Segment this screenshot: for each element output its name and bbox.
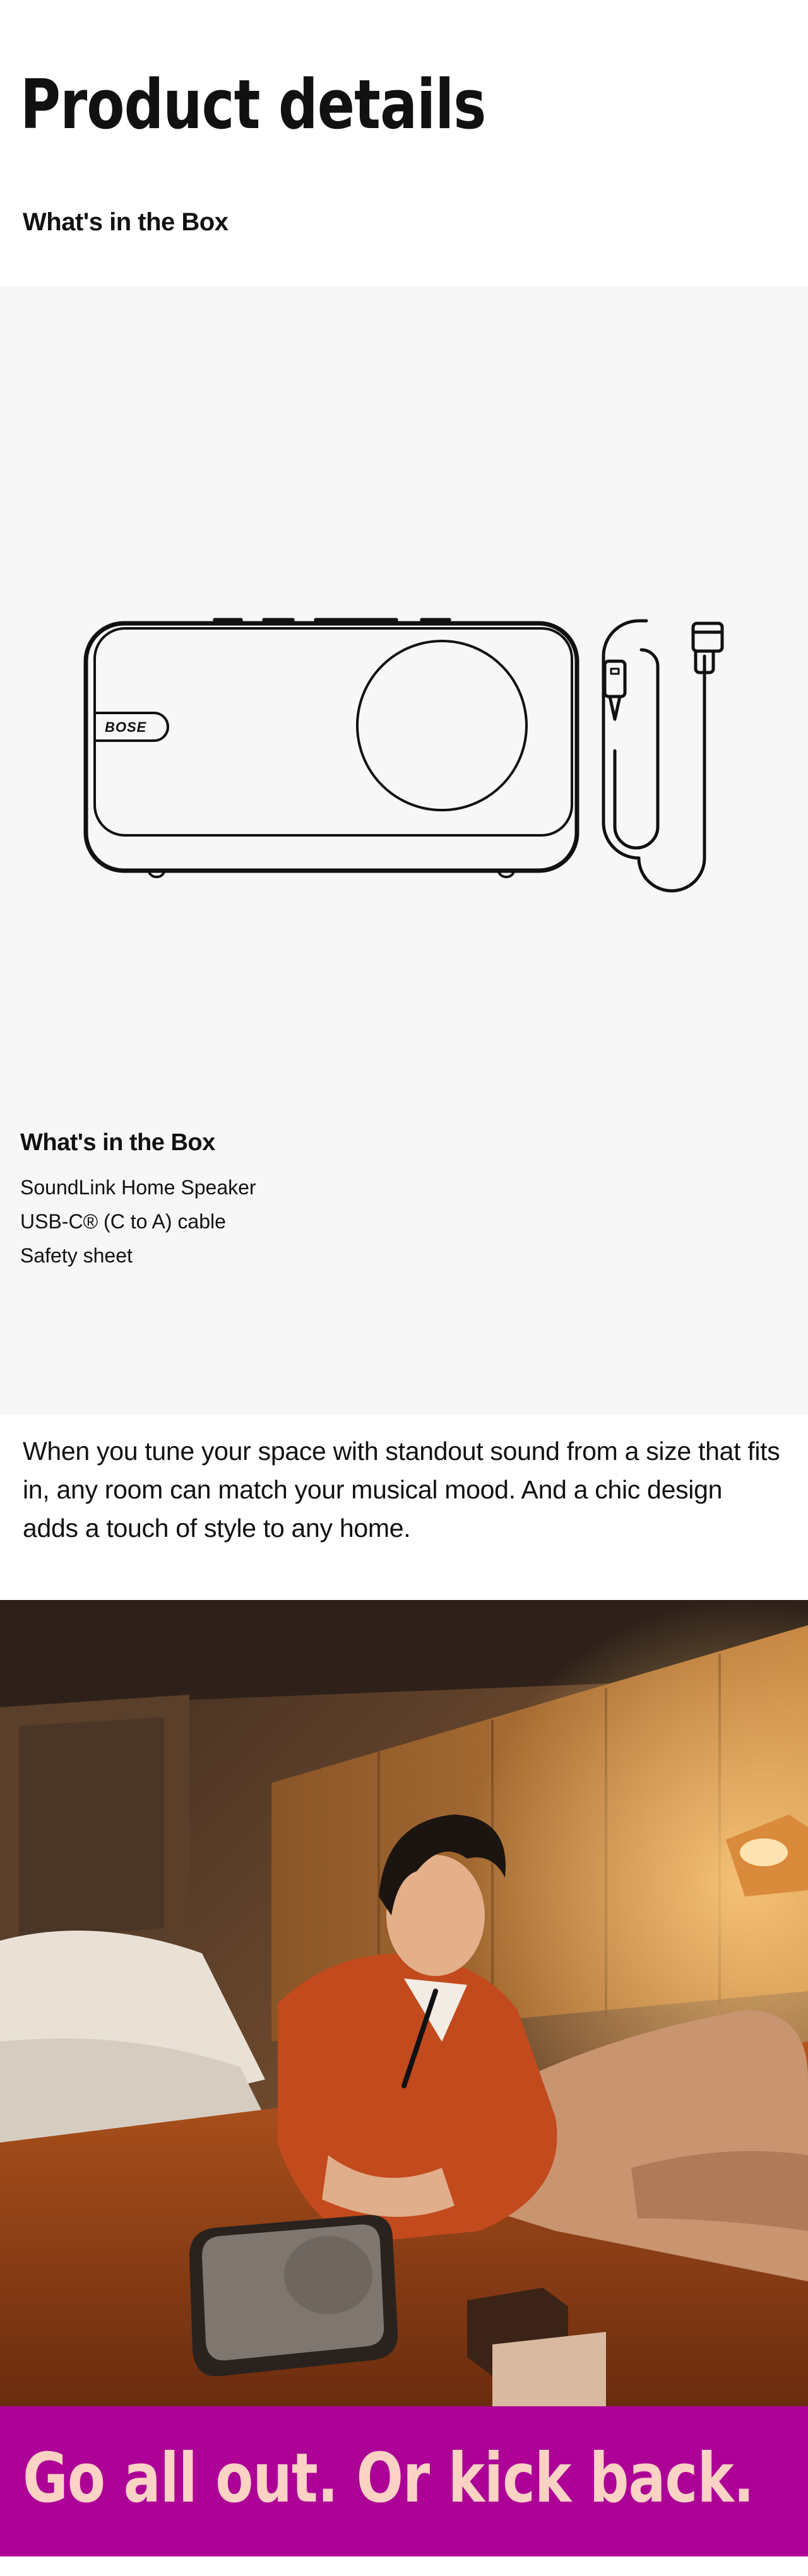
hero-banner [0,2406,808,2556]
page-title: Product details [20,66,486,144]
list-item: SoundLink Home Speaker [20,1176,256,1199]
speaker-illustration [86,620,577,877]
usb-c-cable-illustration [603,621,722,891]
product-description: When you tune your space with standout sound from a size that fits in, any room can match your musical mood. And a chic design adds a touch of style to any home. [23,1437,780,1543]
list-item: USB-C® (C to A) cable [20,1210,226,1233]
list-item: Safety sheet [20,1244,133,1267]
lifestyle-hero [0,1600,808,2556]
bose-logo: BOSE [105,719,147,735]
lifestyle-photo [0,1600,808,2408]
box-contents-info [20,1129,256,1273]
tab-whats-in-the-box[interactable]: What's in the Box [23,208,229,236]
hero-headline: Go all out. Or kick back. [23,2439,754,2518]
box-contents-list [20,1170,256,1273]
box-contents-illustration [0,328,808,934]
box-contents-heading: What's in the Box [20,1129,215,1156]
